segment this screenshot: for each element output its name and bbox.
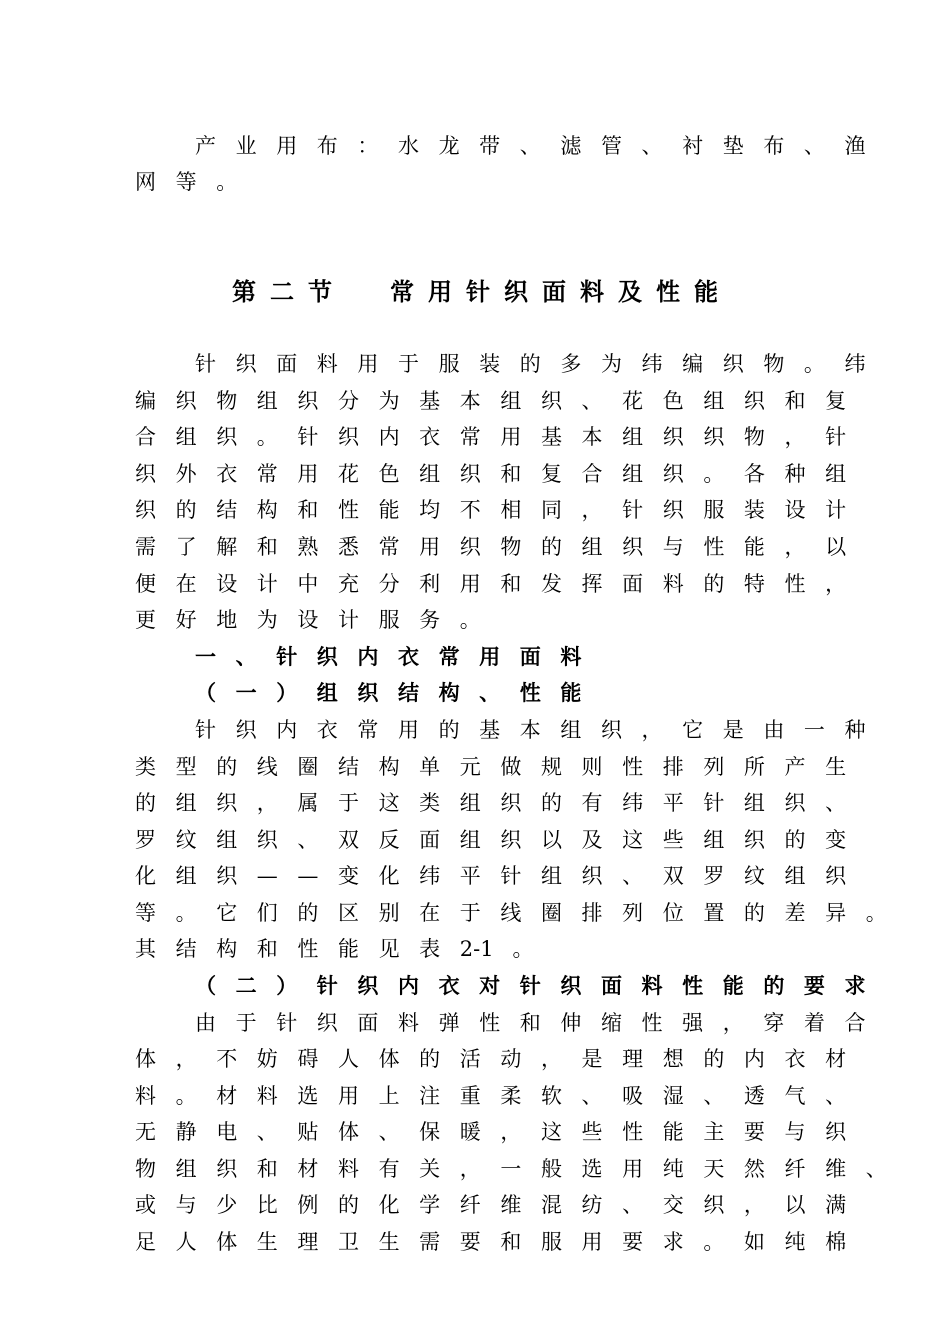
text-line: 织 外 衣 常 用 花 色 组 织 和 复 合 组 织 。 各 种 组	[135, 462, 847, 486]
text-line: 由 于 针 织 面 料 弹 性 和 伸 缩 性 强 ， 穿 着 合	[195, 1011, 866, 1035]
text-line: 编 织 物 组 织 分 为 基 本 组 织 、 花 色 组 织 和 复	[135, 389, 847, 413]
text-line: 化 组 织 — — 变 化 纬 平 针 组 织 、 双 罗 纹 组 织	[135, 864, 847, 888]
text-line: 体 ， 不 妨 碍 人 体 的 活 动 ， 是 理 想 的 内 衣 材	[135, 1047, 847, 1071]
text-line: 等 。 它 们 的 区 别 在 于 线 圈 排 列 位 置 的 差 异 。	[135, 901, 887, 925]
text-line: 更 好 地 为 设 计 服 务 。	[135, 608, 481, 632]
text-line: 产 业 用 布 ： 水 龙 带 、 滤 管 、 衬 垫 布 、 渔	[195, 134, 866, 158]
section-title: 第 二 节 常 用 针 织 面 料 及 性 能	[232, 277, 718, 306]
text-line: 物 组 织 和 材 料 有 关 ， 一 般 选 用 纯 天 然 纤 维 、	[135, 1157, 887, 1181]
text-line: 的 组 织 ， 属 于 这 类 组 织 的 有 纬 平 针 组 织 、	[135, 791, 847, 815]
text-line: 或 与 少 比 例 的 化 学 纤 维 混 纺 、 交 织 ， 以 满	[135, 1193, 847, 1217]
text-line: 便 在 设 计 中 充 分 利 用 和 发 挥 面 料 的 特 性 ，	[135, 572, 847, 596]
text-line: 网 等 。	[135, 170, 238, 194]
subheading: （ 一 ） 组 织 结 构 、 性 能	[195, 680, 582, 705]
subheading: （ 二 ） 针 织 内 衣 对 针 织 面 料 性 能 的 要 求	[195, 973, 866, 998]
text-line: 针 织 内 衣 常 用 的 基 本 组 织 ， 它 是 由 一 种	[195, 718, 866, 742]
text-line: 罗 纹 组 织 、 双 反 面 组 织 以 及 这 些 组 织 的 变	[135, 828, 847, 852]
text-line: 类 型 的 线 圈 结 构 单 元 做 规 则 性 排 列 所 产 生	[135, 755, 847, 779]
text-line: 足 人 体 生 理 卫 生 需 要 和 服 用 要 求 。 如 纯 棉	[135, 1230, 847, 1254]
text-line: 其 结 构 和 性 能 见 表 2-1 。	[135, 937, 534, 961]
text-line: 料 。 材 料 选 用 上 注 重 柔 软 、 吸 湿 、 透 气 、	[135, 1084, 847, 1108]
heading: 一 、 针 织 内 衣 常 用 面 料	[195, 644, 582, 669]
text-line: 需 了 解 和 熟 悉 常 用 织 物 的 组 织 与 性 能 ， 以	[135, 535, 847, 559]
text-line: 无 静 电 、 贴 体 、 保 暖 ， 这 些 性 能 主 要 与 织	[135, 1120, 847, 1144]
text-line: 合 组 织 。 针 织 内 衣 常 用 基 本 组 织 织 物 ， 针	[135, 425, 847, 449]
text-line: 针 织 面 料 用 于 服 装 的 多 为 纬 编 织 物 。 纬	[195, 352, 866, 376]
text-line: 织 的 结 构 和 性 能 均 不 相 同 ， 针 织 服 装 设 计	[135, 498, 847, 522]
